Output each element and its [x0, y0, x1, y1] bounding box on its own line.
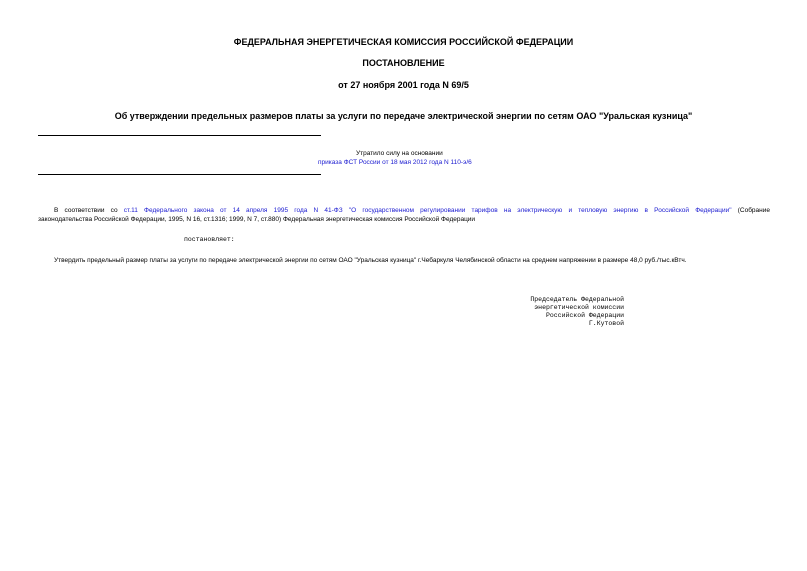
- paragraph-2: Утвердить предельный размер платы за услуги по передаче электрической энергии по сетям ОАО "Уральская кузница" г.Чебаркуля Челябинской области на среднем напряжении в размере 48,0 руб./тыс.кВтч.: [54, 257, 687, 264]
- signature-line-4: Г.Кутовой: [588, 320, 624, 327]
- status-note-text: Утратило силу на основании: [356, 150, 443, 157]
- document-date-number: от 27 ноября 2001 года N 69/5: [338, 80, 469, 90]
- law-reference-link[interactable]: ст.11 Федерального закона от 14 апреля 1995 года N 41-ФЗ "О государственном регулировании тарифов на электрическую и тепловую энергию в Российской Федерации": [123, 207, 732, 214]
- status-note-link[interactable]: приказа ФСТ России от 18 мая 2012 года N 110-э/6: [318, 159, 472, 166]
- divider-top: [38, 135, 321, 136]
- signature-block: [424, 296, 624, 328]
- divider-bottom: [38, 174, 321, 175]
- resolves-word: постановляет:: [184, 236, 235, 243]
- signature-line-1: Председатель Федеральной: [530, 296, 624, 303]
- document-subject: Об утверждении предельных размеров платы за услуги по передаче электрической энергии по сетям ОАО "Уральская кузница": [114, 111, 693, 121]
- signature-line-3: Российской Федерации: [545, 312, 624, 319]
- organization-title: ФЕДЕРАЛЬНАЯ ЭНЕРГЕТИЧЕСКАЯ КОМИССИЯ РОССИЙСКОЙ ФЕДЕРАЦИИ: [233, 37, 574, 47]
- paragraph-1-line-2: законодательства Российской Федерации, 1995, N 16, ст.1316; 1999, N 7, ст.880) Федеральная энергетическая комиссия Российской Федерации: [38, 216, 476, 223]
- paragraph-1-suffix: (Собрание: [731, 207, 770, 214]
- document-type: ПОСТАНОВЛЕНИЕ: [362, 58, 445, 68]
- paragraph-1-prefix: В соответствии со: [54, 207, 124, 214]
- signature-line-2: энергетической комиссии: [534, 304, 624, 311]
- paragraph-1-line-1: [38, 206, 770, 215]
